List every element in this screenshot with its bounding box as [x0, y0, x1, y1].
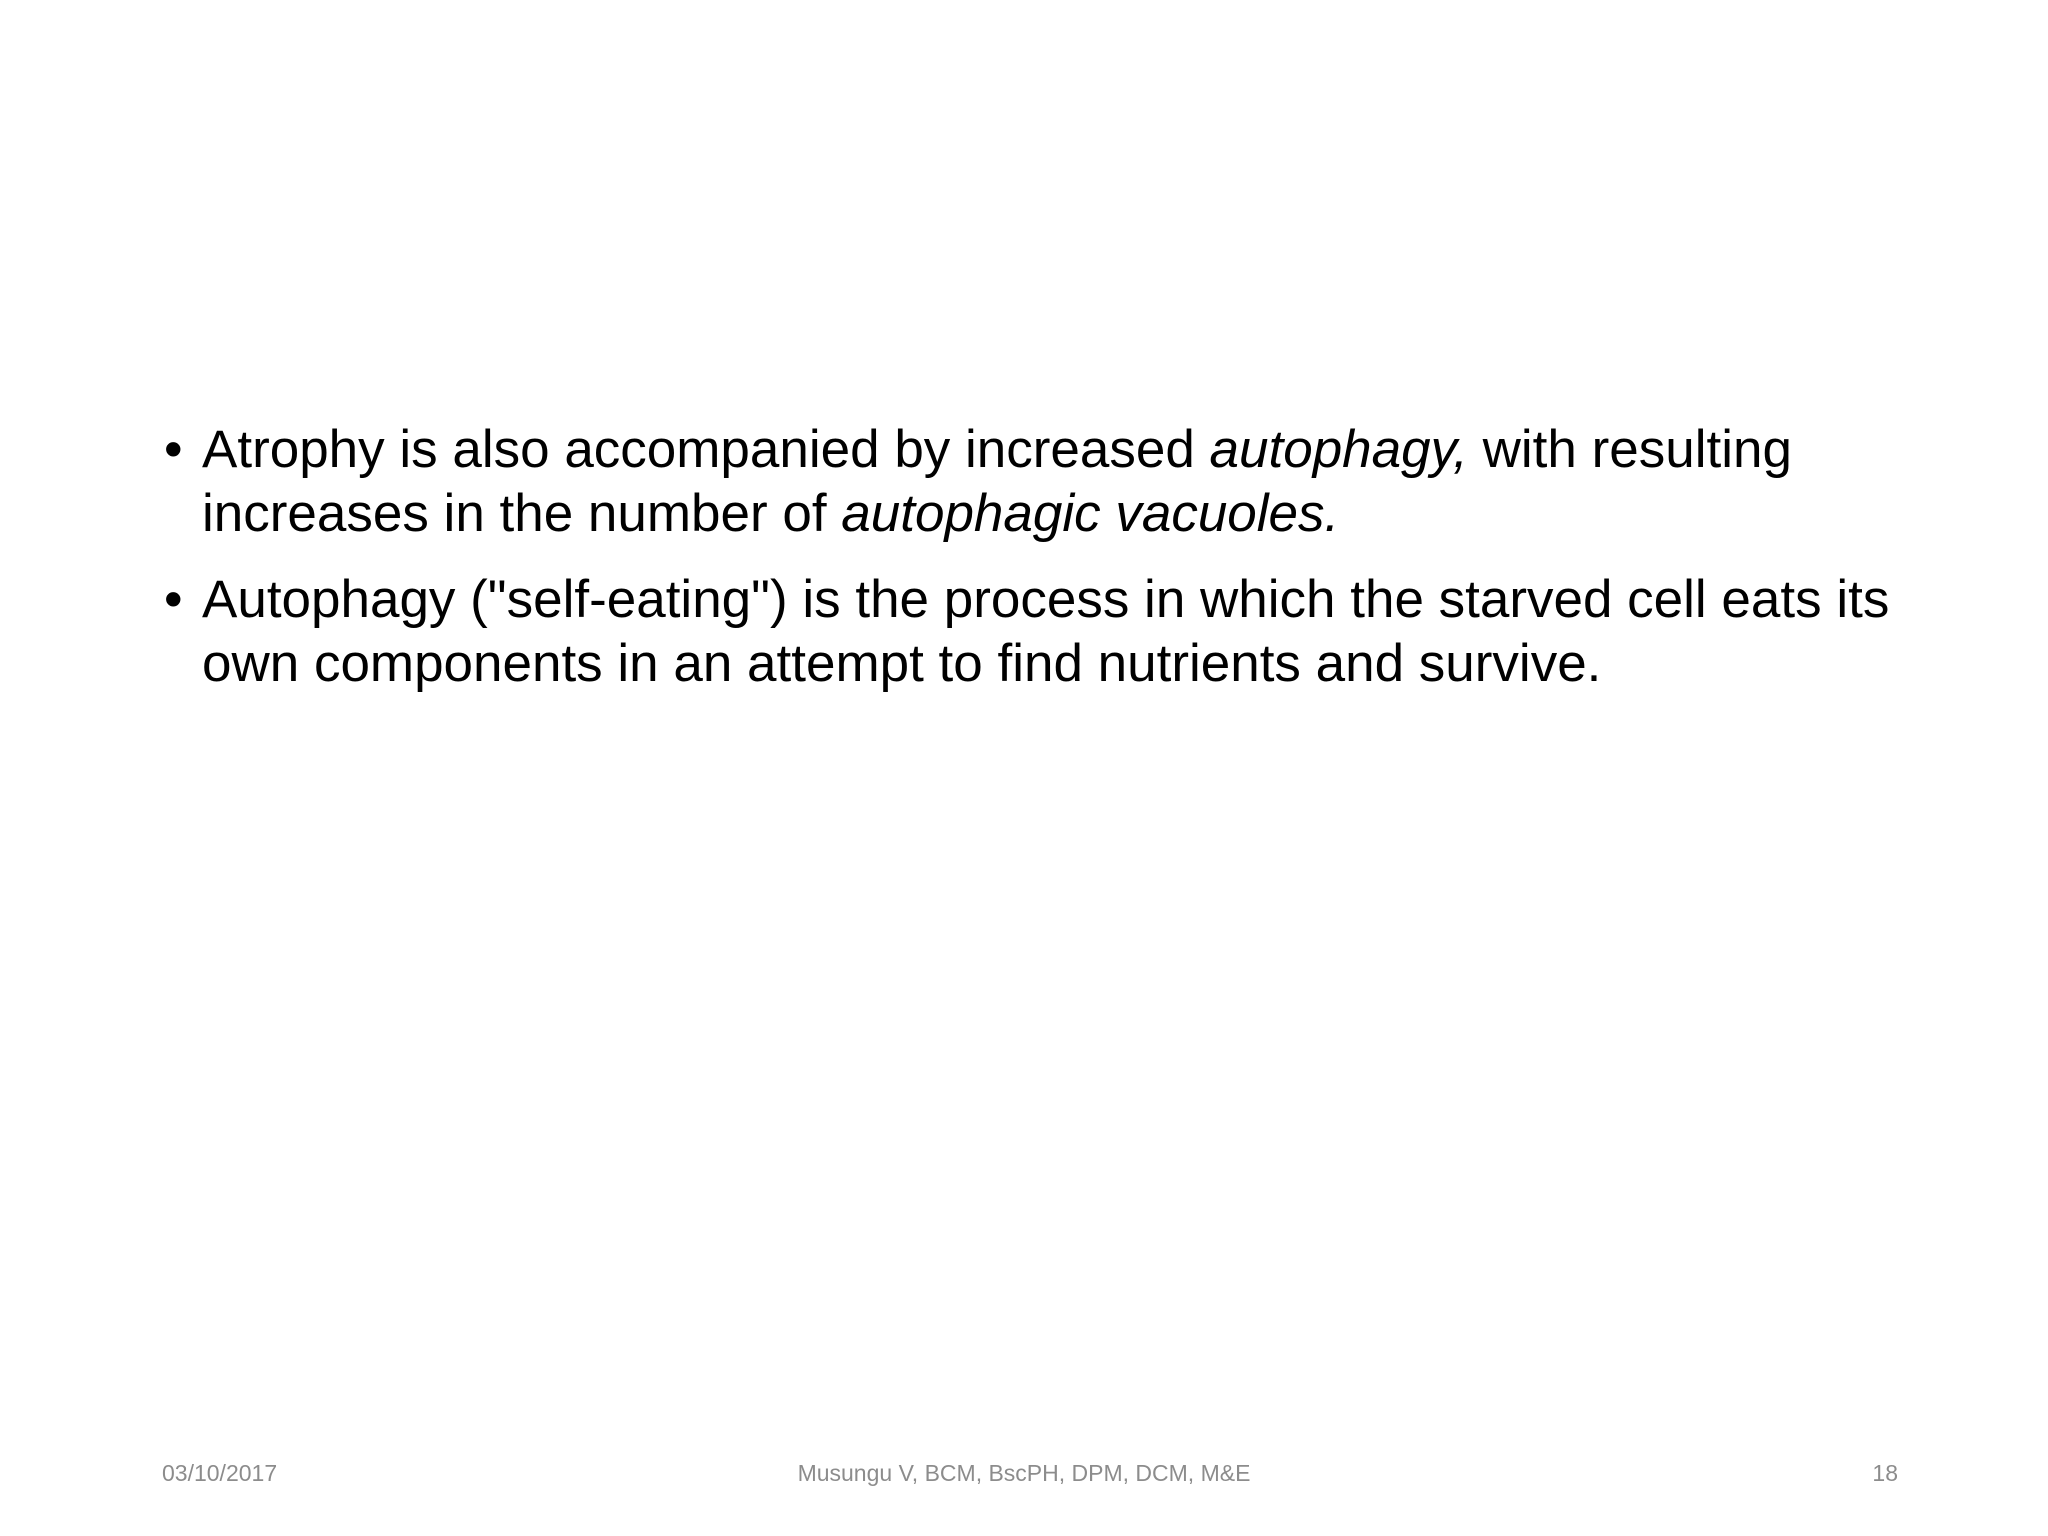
bullet-text [202, 420, 1792, 543]
footer-date: 03/10/2017 [162, 1460, 278, 1486]
text-segment: with resulting increases in the number of [202, 420, 1792, 543]
italic-term: autophagy, [1209, 420, 1468, 479]
bullet-item [160, 568, 1920, 696]
slide-body [160, 418, 1920, 718]
bullet-dot-icon: • [164, 420, 183, 479]
bullet-dot-icon: • [164, 570, 183, 629]
bullet-text [202, 570, 1889, 693]
bullet-item [160, 418, 1920, 546]
text-segment: Atrophy is also accompanied by increased [202, 420, 1210, 479]
footer-author: Musungu V, BCM, BscPH, DPM, DCM, M&E [797, 1460, 1251, 1486]
italic-term: autophagic vacuoles. [841, 484, 1340, 543]
text-segment: Autophagy ("self-eating") is the process in which the starved cell eats its own components in an attempt to find nutrients and survive. [202, 570, 1890, 693]
footer-page-number: 18 [1872, 1460, 1898, 1486]
